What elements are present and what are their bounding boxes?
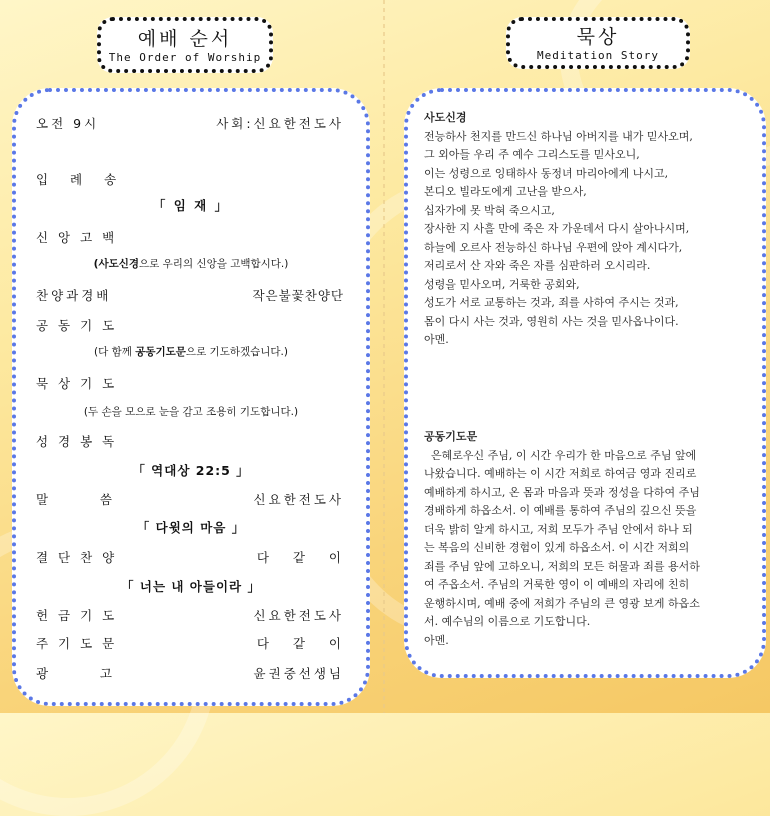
order-item-label: 찬양과경배 [36, 288, 112, 303]
order-item-value: 윤권중선생님 [253, 666, 344, 681]
order-item [36, 228, 344, 246]
creed-line: 전능하사 천지를 만드신 하나님 아버지를 내가 믿사오며, [424, 129, 693, 143]
order-item [36, 316, 344, 334]
silent-prayer-note: (두 손을 모으로 눈을 감고 조용히 기도합니다.) [83, 406, 299, 418]
sermon-title: 「 다윗의 마음 」 [136, 520, 246, 535]
creed-line: 아멘. [424, 333, 449, 346]
scripture-reference: 「 역대상 22:5 」 [132, 463, 250, 478]
apostles-creed [424, 109, 754, 350]
order-item [36, 548, 344, 566]
creed-note [16, 256, 366, 271]
hymn-title: 「 너는 내 아들이라 」 [121, 579, 261, 594]
order-item [36, 374, 344, 392]
page-fold [383, 0, 385, 713]
order-item-label: 신 앙 고 백 [36, 230, 118, 245]
order-item [36, 634, 344, 652]
worship-order-title-main: 예배 순서 [137, 28, 233, 50]
prayer-line: 서. 예수님의 이름으로 기도합니다. [424, 615, 591, 628]
worship-order-panel [12, 88, 370, 706]
creed-line: 십자가에 못 박혀 죽으시고, [424, 203, 555, 217]
creed-line: 그 외아들 우리 주 예수 그리스도를 믿사오니, [424, 148, 640, 161]
order-item-label: 결 단 찬 양 [36, 550, 118, 565]
creed-line: 성도가 서로 교통하는 것과, 죄를 사하여 주시는 것과, [424, 296, 679, 309]
meditation-title [506, 17, 690, 69]
service-time-row [36, 114, 344, 132]
creed-line: 성령을 믿사오며, 거룩한 공회와, [424, 277, 580, 291]
worship-order-title [97, 17, 273, 73]
order-item-label: 입 례 송 [36, 172, 126, 187]
creed-heading: 사도신경 [424, 111, 467, 124]
entrance-song-title: 「 임 재 」 [152, 198, 230, 213]
order-item-label: 공 동 기 도 [36, 318, 118, 333]
prayer-line: 은혜로우신 주님, 이 시간 우리가 한 마음으로 주님 앞에 [424, 448, 697, 462]
service-time: 오전 9시 [36, 116, 100, 131]
prayer-line: 여 주옵소서. 주님의 거룩한 영이 이 예배의 자리에 친히 [424, 578, 690, 591]
order-item [36, 286, 344, 304]
order-item-label: 헌 금 기 도 [36, 608, 118, 623]
order-item [36, 664, 344, 682]
order-item-value: 신요한전도사 [253, 608, 344, 623]
creed-line: 이는 성령으로 잉태하사 동정녀 마리아에게 나시고, [424, 166, 669, 180]
creed-line: 몸이 다시 사는 것과, 영원히 사는 것을 믿사옵나이다. [424, 314, 679, 328]
order-item-label: 광 고 [36, 666, 115, 681]
prayer-line: 예배하게 하시고, 온 몸과 마음과 뜻과 정성을 다하여 주님 [424, 485, 700, 499]
order-item-value: 다 같 이 [256, 550, 344, 565]
creed-line: 하늘에 오르사 전능하신 하나님 우편에 앉아 계시다가, [424, 240, 683, 254]
prayer-line: 운행하시며, 예배 중에 저희가 주님의 큰 영광 보게 하옵소 [424, 596, 700, 610]
prayer-note [16, 344, 366, 359]
prayer-amen: 아멘. [424, 633, 449, 647]
creed-note-bold: (사도신경 [93, 258, 140, 270]
order-item [36, 432, 344, 450]
order-item [36, 490, 344, 508]
order-item-value: 신요한전도사 [253, 492, 344, 507]
order-item-label: 주 기 도 문 [36, 636, 118, 651]
creed-line: 장사한 지 사흘 만에 죽은 자 가운데서 다시 살아나시며, [424, 222, 690, 235]
creed-line: 저리로서 산 자와 죽은 자를 심판하러 오시리라. [424, 259, 651, 272]
prayer-line: 더욱 밝히 알게 하시고, 저희 모두가 주님 안에서 하나 되 [424, 522, 693, 536]
prayer-note-pre: (다 함께 [94, 346, 136, 358]
meditation-title-sub: Meditation Story [537, 49, 659, 62]
order-item [36, 170, 344, 188]
prayer-note-rest: 으로 기도하겠습니다.) [185, 346, 288, 358]
worship-order-title-sub: The Order of Worship [108, 51, 262, 64]
service-host: 사회:신요한전도사 [216, 116, 344, 131]
prayer-line: 나왔습니다. 예배하는 이 시간 저희로 하여금 영과 진리로 [424, 467, 697, 480]
prayer-note-bold: 공동기도문 [135, 346, 186, 358]
prayer-line: 는 복음의 신비한 경험이 있게 하옵소서. 이 시간 저희의 [424, 541, 690, 554]
order-item-label: 말 씀 [36, 492, 115, 507]
creed-note-rest: 으로 우리의 신앙을 고백합시다.) [139, 258, 289, 270]
order-item [36, 606, 344, 624]
creed-line: 본디오 빌라도에게 고난을 받으사, [424, 185, 587, 198]
prayer-line: 경배하게 하옵소서. 이 예배를 통하여 주님의 깊으신 뜻을 [424, 504, 697, 517]
order-item-value: 다 같 이 [256, 636, 344, 651]
common-prayer [424, 428, 754, 650]
meditation-title-main: 묵상 [576, 26, 620, 48]
prayer-line: 죄를 주님 앞에 고하오니, 저희의 모든 허물과 죄를 용서하 [424, 559, 700, 573]
order-item-label: 묵 상 기 도 [36, 376, 118, 391]
prayer-heading: 공동기도문 [424, 430, 478, 443]
order-item-value: 작은불꽃찬양단 [252, 288, 344, 303]
order-item-label: 성 경 봉 독 [36, 434, 118, 449]
